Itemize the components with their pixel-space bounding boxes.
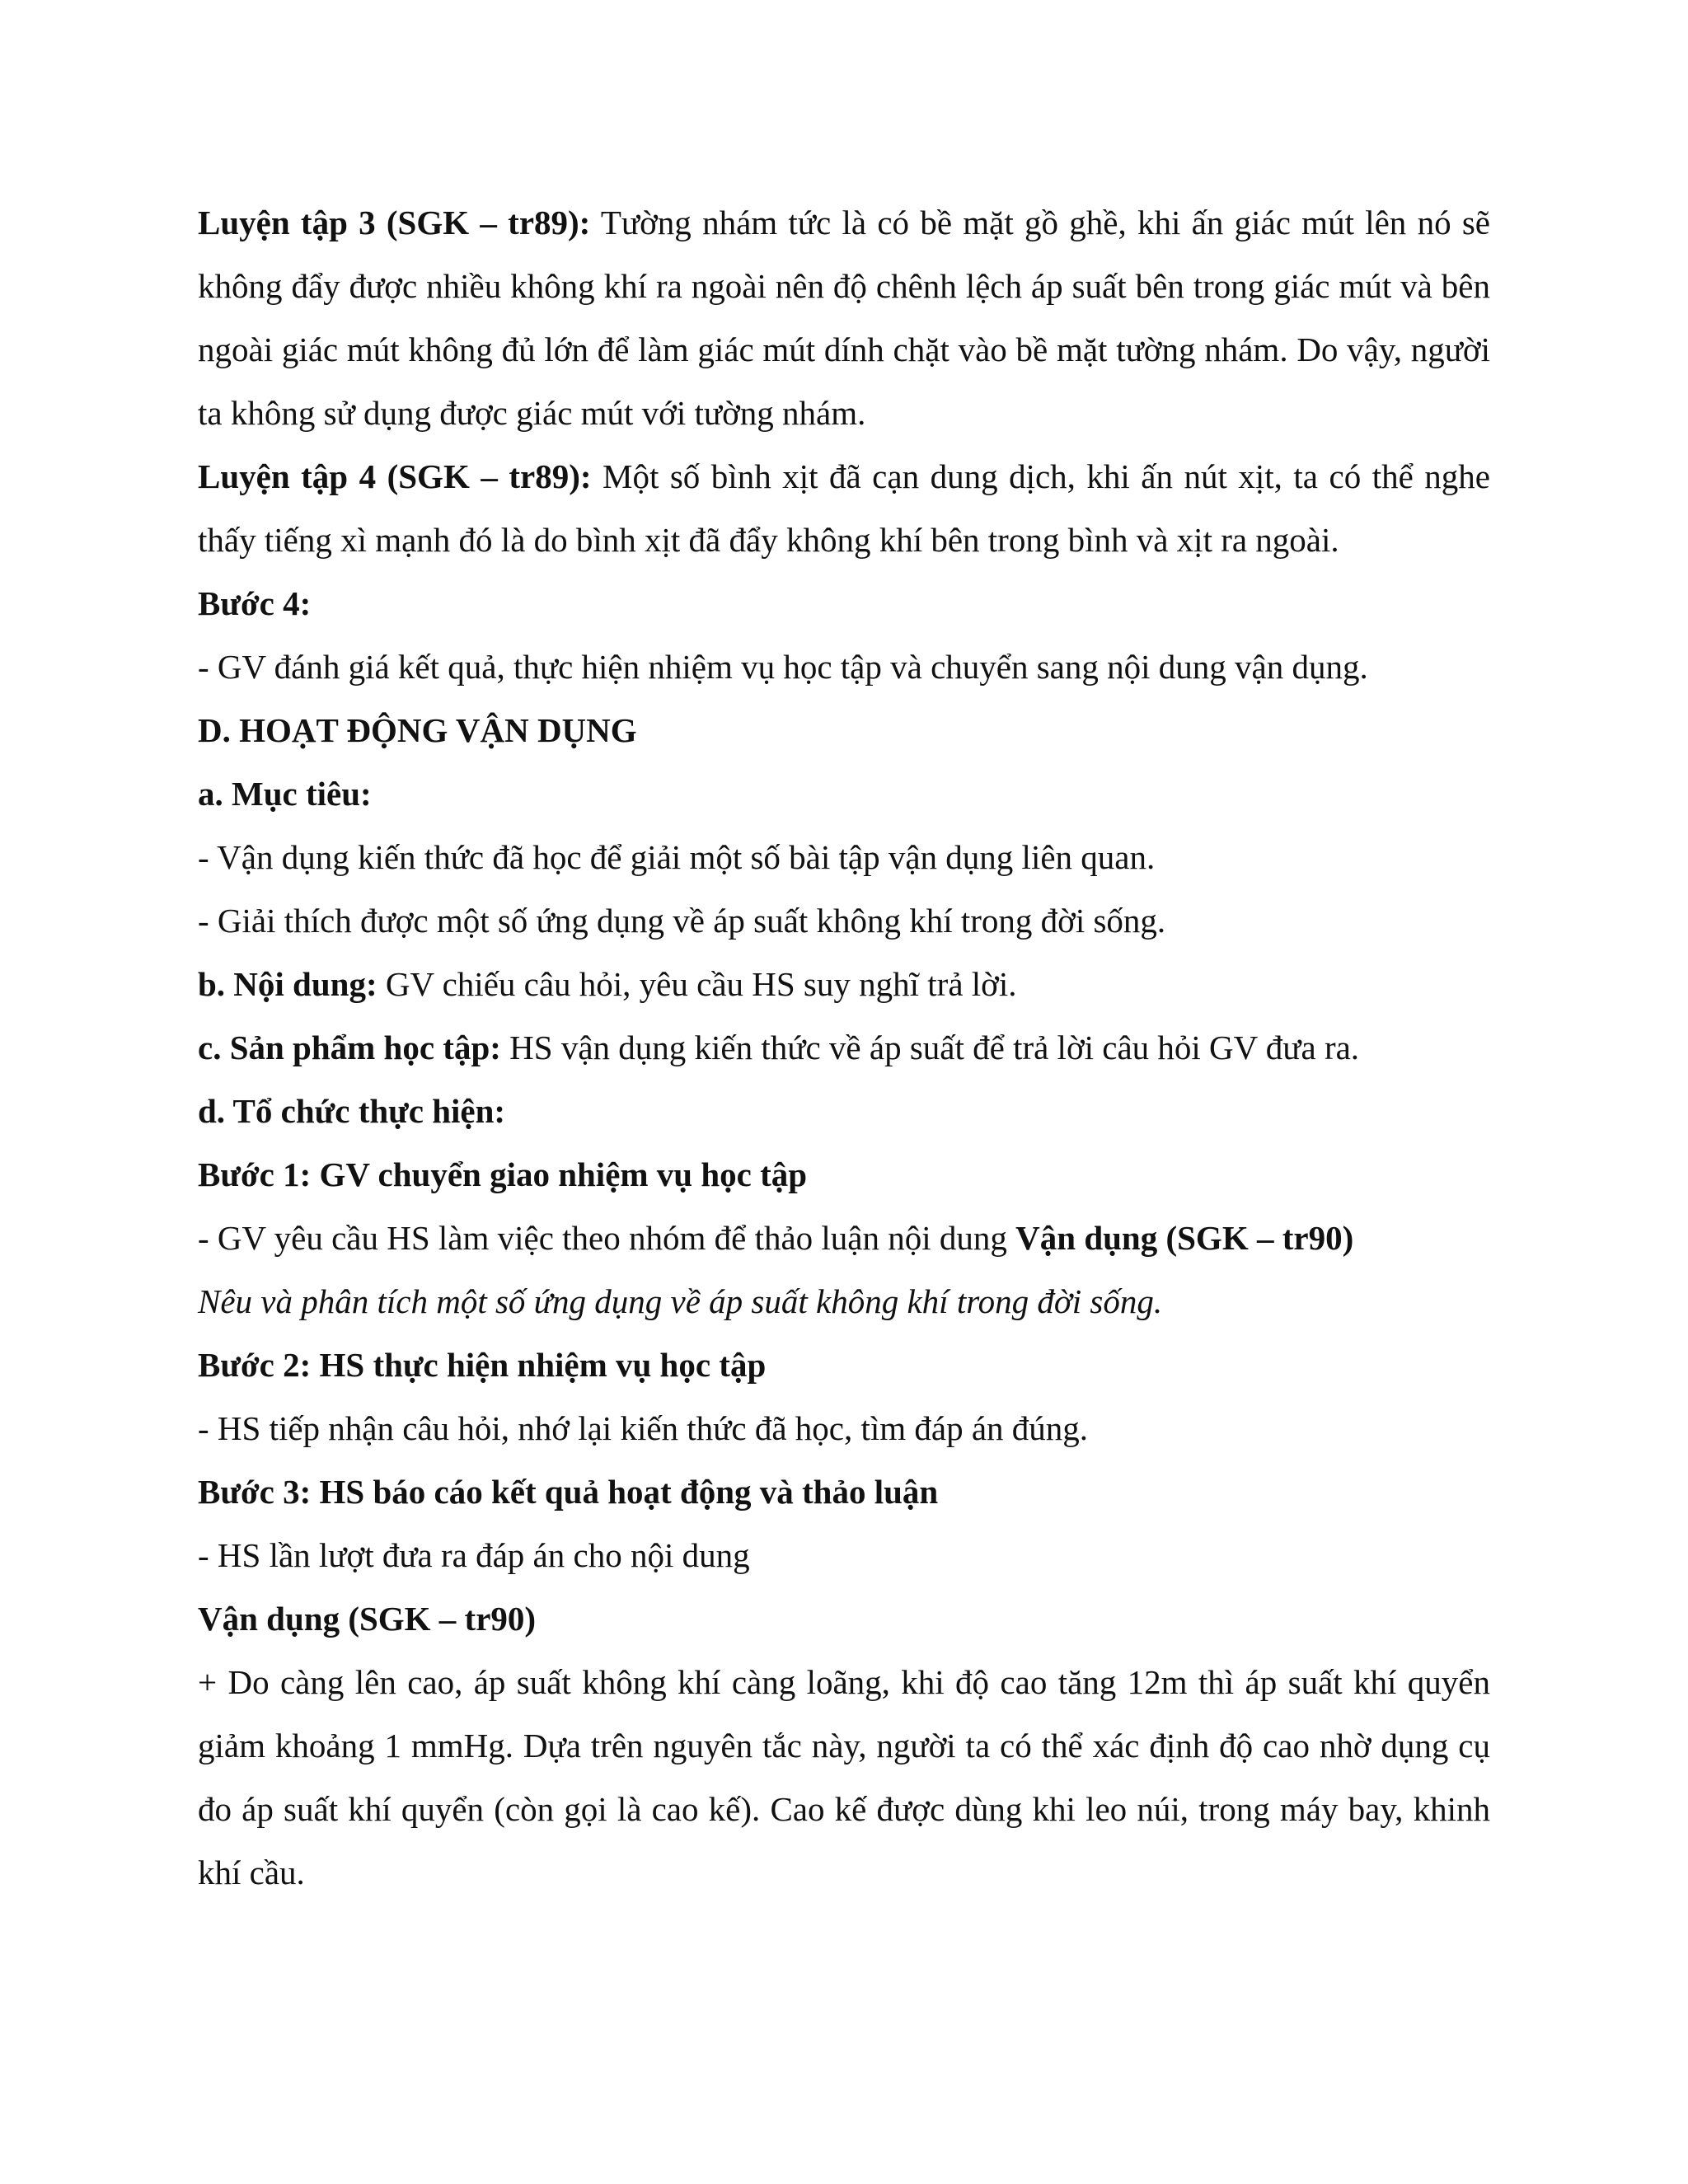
buoc-1-question: Nêu và phân tích một số ứng dụng về áp suất không khí trong đời sống. (198, 1282, 1163, 1320)
section-d-heading: D. HOẠT ĐỘNG VẬN DỤNG (198, 711, 637, 749)
to-chuc-heading: d. Tổ chức thực hiện: (198, 1092, 506, 1130)
noi-dung-paragraph (198, 953, 1490, 1016)
noi-dung-text: GV chiếu câu hỏi, yêu cầu HS suy nghĩ trả lời. (377, 965, 1017, 1003)
van-dung-heading: Vận dụng (SGK – tr90) (198, 1600, 537, 1638)
luyen-tap-3-label: Luyện tập 3 (SGK – tr89): (198, 204, 591, 241)
san-pham-text: HS vận dụng kiến thức về áp suất để trả lời câu hỏi GV đưa ra. (500, 1029, 1360, 1066)
buoc-4-heading: Bước 4: (198, 584, 312, 622)
san-pham-label: c. Sản phẩm học tập: (198, 1029, 501, 1066)
buoc-2-heading: Bước 2: HS thực hiện nhiệm vụ học tập (198, 1346, 767, 1384)
buoc-1-heading: Bước 1: GV chuyển giao nhiệm vụ học tập (198, 1155, 808, 1193)
buoc-3-heading: Bước 3: HS báo cáo kết quả hoạt động và thảo luận (198, 1473, 939, 1511)
buoc-3-text: - HS lần lượt đưa ra đáp án cho nội dung (198, 1536, 750, 1574)
van-dung-text: + Do càng lên cao, áp suất không khí càng loãng, khi độ cao tăng 12m thì áp suất khí quyển giảm khoảng 1 mmHg. Dựa trên nguyên tắc này, người ta có thể xác định độ cao nhờ dụng cụ đo áp suất khí quyển (còn gọi là cao kế). Cao kế được dùng khi leo núi, trong máy bay, khinh khí cầu. (198, 1663, 1490, 1891)
muc-tieu-item: - Giải thích được một số ứng dụng về áp suất không khí trong đời sống. (198, 902, 1166, 940)
luyen-tap-3-paragraph (198, 191, 1490, 445)
buoc-2-text: - HS tiếp nhận câu hỏi, nhớ lại kiến thức đã học, tìm đáp án đúng. (198, 1409, 1089, 1447)
luyen-tap-3-text: Tường nhám tức là có bề mặt gồ ghề, khi ấn giác mút lên nó sẽ không đẩy được nhiều không khí ra ngoài nên độ chênh lệch áp suất bên trong giác mút và bên ngoài giác mút không đủ lớn để làm giác mút dính chặt vào bề mặt tường nhám. Do vậy, người ta không sử dụng được giác mút với tường nhám. (198, 204, 1490, 432)
buoc-4-text: - GV đánh giá kết quả, thực hiện nhiệm vụ học tập và chuyển sang nội dung vận dụng. (198, 648, 1368, 686)
luyen-tap-4-text: Một số bình xịt đã cạn dung dịch, khi ấn nút xịt, ta có thể nghe thấy tiếng xì mạnh đó là do bình xịt đã đẩy không khí bên trong bình và xịt ra ngoài. (198, 457, 1490, 559)
muc-tieu-item: - Vận dụng kiến thức đã học để giải một số bài tập vận dụng liên quan. (198, 838, 1156, 876)
san-pham-paragraph (198, 1016, 1490, 1080)
luyen-tap-4-label: Luyện tập 4 (SGK – tr89): (198, 457, 592, 495)
muc-tieu-heading: a. Mục tiêu: (198, 775, 372, 813)
buoc-1-bold-ref: Vận dụng (SGK – tr90) (1015, 1219, 1354, 1257)
buoc-1-text: - GV yêu cầu HS làm việc theo nhóm để thảo luận nội dung Vận dụng (SGK – tr90) (198, 1219, 1354, 1257)
luyen-tap-4-paragraph (198, 445, 1490, 572)
noi-dung-label: b. Nội dung: (198, 965, 377, 1003)
document-page (198, 191, 1490, 1905)
